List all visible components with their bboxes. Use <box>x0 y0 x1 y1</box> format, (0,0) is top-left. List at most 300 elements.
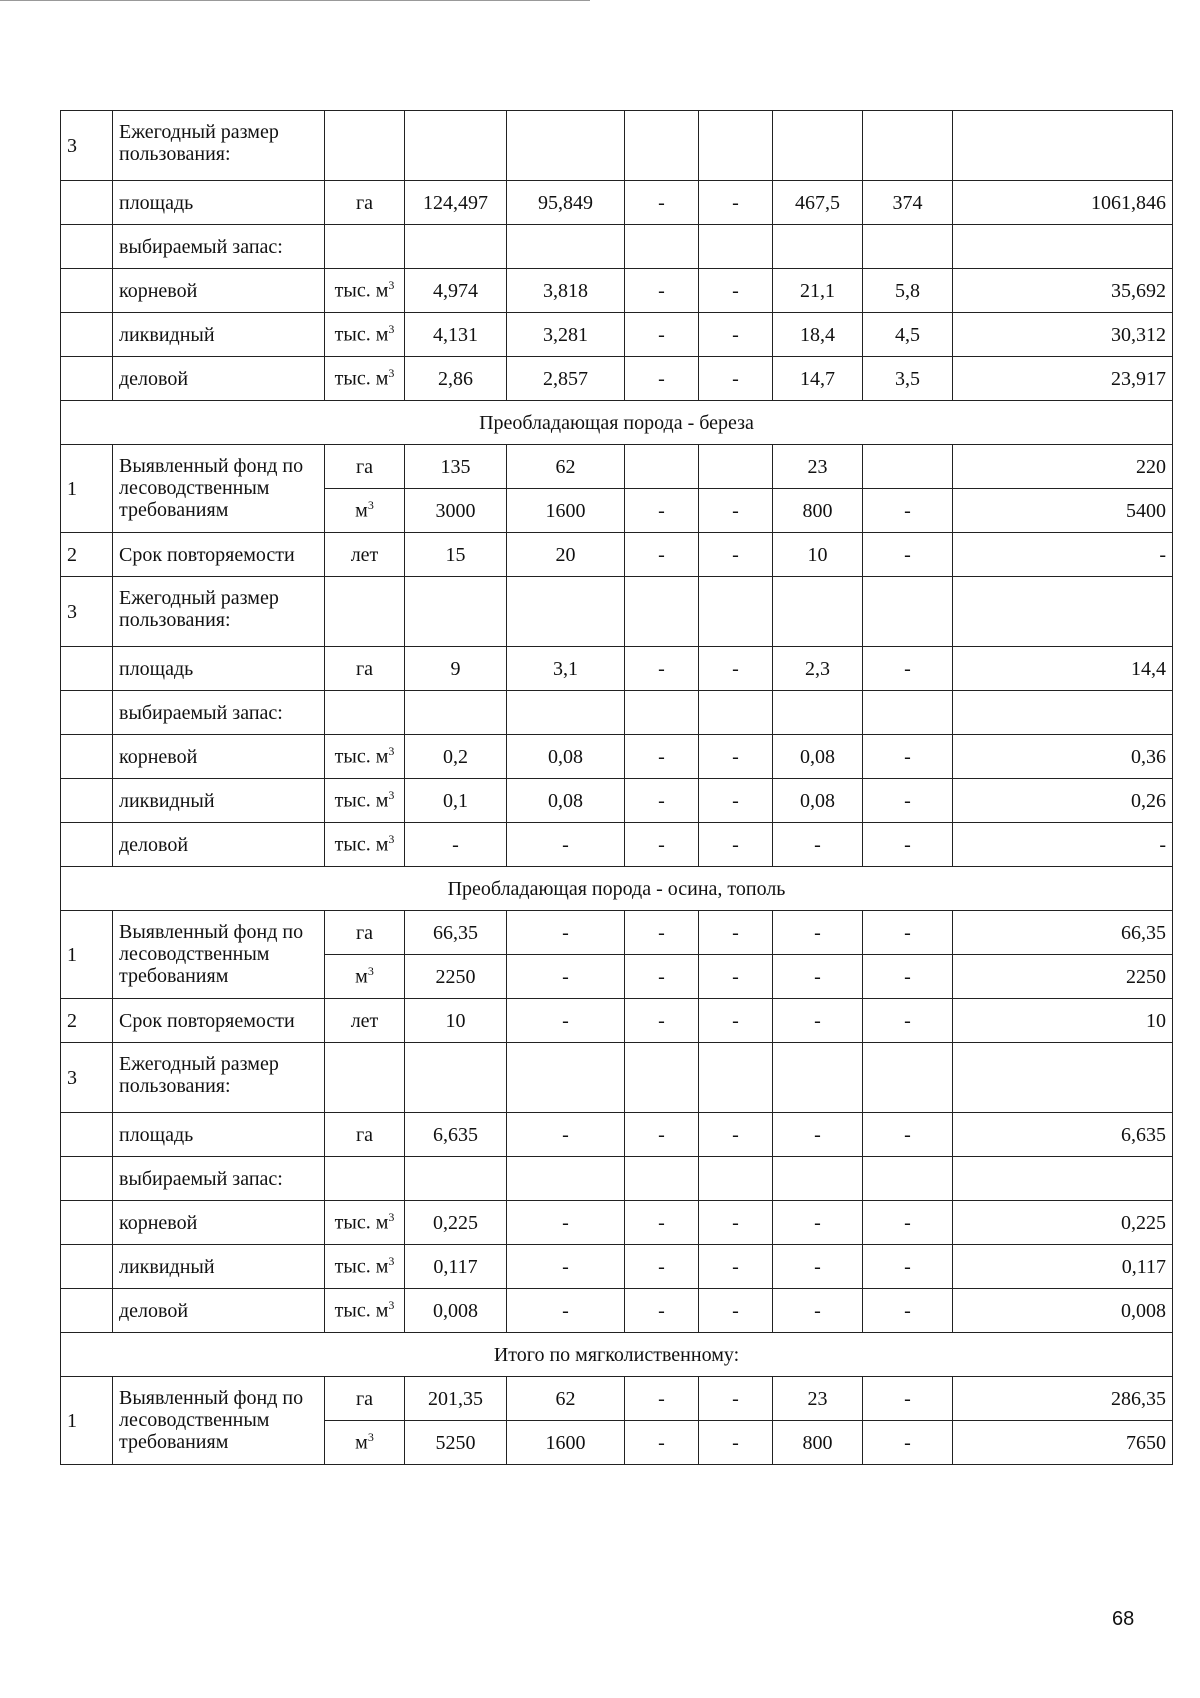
value-cell: 0,225 <box>405 1201 507 1245</box>
value-cell: - <box>773 823 863 867</box>
value-cell: - <box>625 999 699 1043</box>
row-label: Ежегодный размер пользования: <box>113 1043 325 1113</box>
value-cell: 467,5 <box>773 181 863 225</box>
empty-cell <box>699 225 773 269</box>
value-cell: - <box>863 1377 953 1421</box>
table-row <box>61 111 1173 181</box>
value-cell: 15 <box>405 533 507 577</box>
value-cell: 0,08 <box>773 735 863 779</box>
empty-cell <box>405 1157 507 1201</box>
row-label: Срок повторяемости <box>113 533 325 577</box>
table-row <box>61 577 1173 647</box>
unit-text: тыс. м <box>334 1211 389 1234</box>
section-title: Преобладающая порода - осина, тополь <box>61 867 1173 911</box>
value-cell: - <box>699 955 773 999</box>
value-cell: - <box>699 1201 773 1245</box>
total-cell: - <box>953 533 1173 577</box>
empty-cell <box>507 691 625 735</box>
value-cell: - <box>699 313 773 357</box>
unit-text: тыс. м <box>334 833 389 856</box>
row-label: Выявленный фонд по лесоводственным требованиям <box>113 1377 325 1465</box>
value-cell: - <box>863 911 953 955</box>
unit-text: тыс. м <box>334 279 389 302</box>
table-row <box>61 181 1173 225</box>
value-cell: 3,1 <box>507 647 625 691</box>
empty-cell <box>61 735 113 779</box>
table-row <box>61 1289 1173 1333</box>
row-label: Ежегодный размер пользования: <box>113 111 325 181</box>
value-cell: - <box>699 647 773 691</box>
unit-exponent: 3 <box>388 322 395 337</box>
value-cell: - <box>625 357 699 401</box>
value-cell: - <box>625 735 699 779</box>
total-cell: 30,312 <box>953 313 1173 357</box>
empty-cell <box>773 1157 863 1201</box>
empty-cell <box>625 225 699 269</box>
table-row <box>61 1113 1173 1157</box>
table-row <box>61 999 1173 1043</box>
empty-cell <box>325 111 405 181</box>
empty-cell <box>507 1157 625 1201</box>
empty-cell <box>405 225 507 269</box>
value-cell: 3,281 <box>507 313 625 357</box>
empty-cell <box>625 1043 699 1113</box>
value-cell: 3,818 <box>507 269 625 313</box>
empty-cell <box>625 577 699 647</box>
value-cell: 0,008 <box>405 1289 507 1333</box>
value-cell: 10 <box>405 999 507 1043</box>
unit-cell: га <box>325 1113 405 1157</box>
empty-cell <box>699 111 773 181</box>
empty-cell <box>325 1043 405 1113</box>
empty-cell <box>863 1157 953 1201</box>
value-cell: - <box>773 955 863 999</box>
value-cell: - <box>773 911 863 955</box>
table-row <box>61 911 1173 955</box>
value-cell: - <box>863 823 953 867</box>
value-cell: - <box>699 1113 773 1157</box>
unit-text: тыс. м <box>334 367 389 390</box>
value-cell: - <box>699 489 773 533</box>
value-cell: 0,08 <box>507 735 625 779</box>
unit-cell <box>325 1245 405 1289</box>
empty-cell <box>773 577 863 647</box>
empty-cell <box>405 111 507 181</box>
row-label: Срок повторяемости <box>113 999 325 1043</box>
row-label: площадь <box>113 647 325 691</box>
unit-cell: лет <box>325 533 405 577</box>
unit-cell <box>325 445 405 489</box>
unit-text: тыс. м <box>334 789 389 812</box>
table-row <box>61 1245 1173 1289</box>
total-cell: 0,26 <box>953 779 1173 823</box>
row-label: выбираемый запас: <box>113 225 325 269</box>
row-label: Выявленный фонд по лесоводственным требованиям <box>113 445 325 533</box>
value-cell: - <box>625 181 699 225</box>
value-cell: - <box>625 1421 699 1465</box>
value-cell: 23 <box>773 1377 863 1421</box>
row-label: деловой <box>113 1289 325 1333</box>
empty-cell <box>699 1157 773 1201</box>
empty-cell <box>625 1157 699 1201</box>
row-number: 1 <box>61 445 113 533</box>
value-cell: - <box>507 1113 625 1157</box>
row-label: ликвидный <box>113 779 325 823</box>
empty-cell <box>863 1043 953 1113</box>
empty-cell <box>325 1157 405 1201</box>
value-cell: - <box>507 1245 625 1289</box>
table-row <box>61 1157 1173 1201</box>
unit-cell: га <box>325 647 405 691</box>
unit-cell <box>325 779 405 823</box>
value-cell <box>863 445 953 489</box>
row-number: 2 <box>61 533 113 577</box>
value-cell: - <box>773 1289 863 1333</box>
value-cell <box>699 445 773 489</box>
unit-exponent: 3 <box>388 1254 395 1269</box>
value-cell: 3000 <box>405 489 507 533</box>
empty-cell <box>507 225 625 269</box>
value-cell: - <box>773 1113 863 1157</box>
value-cell: 2,857 <box>507 357 625 401</box>
value-cell: - <box>863 533 953 577</box>
table-row <box>61 533 1173 577</box>
value-cell: - <box>625 1377 699 1421</box>
total-cell: 5400 <box>953 489 1173 533</box>
unit-text: га <box>355 1387 374 1410</box>
value-cell: - <box>699 181 773 225</box>
empty-cell <box>61 313 113 357</box>
value-cell: - <box>507 1289 625 1333</box>
empty-cell <box>61 269 113 313</box>
empty-cell <box>773 1043 863 1113</box>
value-cell: - <box>625 489 699 533</box>
table-row <box>61 1201 1173 1245</box>
value-cell: - <box>699 1377 773 1421</box>
empty-cell <box>953 111 1173 181</box>
value-cell: - <box>863 1113 953 1157</box>
row-label: Выявленный фонд по лесоводственным требованиям <box>113 911 325 999</box>
value-cell: 4,5 <box>863 313 953 357</box>
unit-exponent: 3 <box>367 964 374 979</box>
empty-cell <box>325 225 405 269</box>
unit-text: тыс. м <box>334 323 389 346</box>
value-cell: - <box>625 269 699 313</box>
value-cell: - <box>405 823 507 867</box>
row-label: площадь <box>113 1113 325 1157</box>
value-cell: 0,08 <box>507 779 625 823</box>
value-cell: 14,7 <box>773 357 863 401</box>
value-cell: 800 <box>773 489 863 533</box>
unit-exponent: 3 <box>388 788 395 803</box>
value-cell: - <box>625 955 699 999</box>
value-cell: - <box>773 1201 863 1245</box>
value-cell: 5,8 <box>863 269 953 313</box>
unit-text: тыс. м <box>334 1299 389 1322</box>
value-cell: 23 <box>773 445 863 489</box>
value-cell: 3,5 <box>863 357 953 401</box>
value-cell: 201,35 <box>405 1377 507 1421</box>
top-edge-rule <box>0 0 590 1</box>
empty-cell <box>325 577 405 647</box>
value-cell: - <box>863 955 953 999</box>
total-cell: 35,692 <box>953 269 1173 313</box>
value-cell: - <box>699 823 773 867</box>
row-label: корневой <box>113 735 325 779</box>
unit-cell <box>325 357 405 401</box>
empty-cell <box>61 357 113 401</box>
total-cell: 0,225 <box>953 1201 1173 1245</box>
table-row <box>61 1377 1173 1421</box>
total-cell: 23,917 <box>953 357 1173 401</box>
empty-cell <box>773 111 863 181</box>
row-label: ликвидный <box>113 313 325 357</box>
unit-text: тыс. м <box>334 1255 389 1278</box>
value-cell: - <box>699 911 773 955</box>
row-label: площадь <box>113 181 325 225</box>
value-cell: - <box>507 999 625 1043</box>
table-row <box>61 357 1173 401</box>
value-cell: 374 <box>863 181 953 225</box>
value-cell: 0,1 <box>405 779 507 823</box>
unit-cell <box>325 1421 405 1465</box>
unit-cell <box>325 1377 405 1421</box>
total-cell: 0,008 <box>953 1289 1173 1333</box>
unit-cell <box>325 823 405 867</box>
table-row <box>61 867 1173 911</box>
empty-cell <box>863 577 953 647</box>
unit-exponent: 3 <box>388 1298 395 1313</box>
value-cell: 62 <box>507 445 625 489</box>
total-cell: 2250 <box>953 955 1173 999</box>
table-row <box>61 401 1173 445</box>
value-cell: - <box>773 999 863 1043</box>
value-cell: 4,974 <box>405 269 507 313</box>
table-row <box>61 445 1173 489</box>
value-cell: - <box>625 533 699 577</box>
row-label: корневой <box>113 1201 325 1245</box>
empty-cell <box>61 1245 113 1289</box>
unit-text: га <box>355 455 374 478</box>
value-cell: 135 <box>405 445 507 489</box>
table-row <box>61 225 1173 269</box>
unit-exponent: 3 <box>367 1430 374 1445</box>
total-cell: 286,35 <box>953 1377 1173 1421</box>
value-cell: - <box>863 999 953 1043</box>
value-cell: - <box>625 1113 699 1157</box>
value-cell: - <box>507 955 625 999</box>
unit-exponent: 3 <box>388 1210 395 1225</box>
row-number: 3 <box>61 111 113 181</box>
empty-cell <box>61 1201 113 1245</box>
forest-use-table <box>60 110 1173 1465</box>
value-cell: 66,35 <box>405 911 507 955</box>
value-cell: - <box>625 779 699 823</box>
table-row <box>61 691 1173 735</box>
unit-exponent: 3 <box>388 366 395 381</box>
value-cell: - <box>625 647 699 691</box>
empty-cell <box>405 1043 507 1113</box>
unit-text: м <box>355 965 368 988</box>
value-cell: - <box>863 489 953 533</box>
value-cell: - <box>625 911 699 955</box>
empty-cell <box>953 1157 1173 1201</box>
value-cell: - <box>507 911 625 955</box>
unit-cell <box>325 269 405 313</box>
total-cell: 220 <box>953 445 1173 489</box>
unit-cell: га <box>325 181 405 225</box>
empty-cell <box>405 691 507 735</box>
empty-cell <box>953 1043 1173 1113</box>
empty-cell <box>953 225 1173 269</box>
table-body <box>61 111 1173 1465</box>
value-cell: 20 <box>507 533 625 577</box>
row-number: 1 <box>61 1377 113 1465</box>
total-cell: 14,4 <box>953 647 1173 691</box>
unit-text: га <box>355 921 374 944</box>
unit-exponent: 3 <box>388 278 395 293</box>
table-row <box>61 269 1173 313</box>
row-number: 1 <box>61 911 113 999</box>
empty-cell <box>61 691 113 735</box>
value-cell: - <box>625 313 699 357</box>
total-cell: 0,117 <box>953 1245 1173 1289</box>
row-label: деловой <box>113 357 325 401</box>
value-cell: - <box>699 269 773 313</box>
value-cell: 1600 <box>507 489 625 533</box>
value-cell: - <box>863 779 953 823</box>
empty-cell <box>507 111 625 181</box>
empty-cell <box>61 1113 113 1157</box>
row-label: выбираемый запас: <box>113 691 325 735</box>
total-cell: 6,635 <box>953 1113 1173 1157</box>
value-cell: - <box>699 999 773 1043</box>
unit-text: тыс. м <box>334 745 389 768</box>
empty-cell <box>405 577 507 647</box>
row-label: выбираемый запас: <box>113 1157 325 1201</box>
value-cell: - <box>625 1245 699 1289</box>
value-cell: - <box>699 357 773 401</box>
total-cell: 0,36 <box>953 735 1173 779</box>
empty-cell <box>61 1289 113 1333</box>
value-cell <box>625 445 699 489</box>
row-number: 2 <box>61 999 113 1043</box>
empty-cell <box>863 691 953 735</box>
unit-cell <box>325 313 405 357</box>
table-row <box>61 313 1173 357</box>
empty-cell <box>773 691 863 735</box>
table-row <box>61 735 1173 779</box>
unit-cell <box>325 955 405 999</box>
total-cell: 1061,846 <box>953 181 1173 225</box>
empty-cell <box>625 691 699 735</box>
table-row <box>61 1043 1173 1113</box>
value-cell: - <box>699 735 773 779</box>
row-number: 3 <box>61 577 113 647</box>
empty-cell <box>507 577 625 647</box>
value-cell: 124,497 <box>405 181 507 225</box>
value-cell: 10 <box>773 533 863 577</box>
total-cell: - <box>953 823 1173 867</box>
unit-cell <box>325 1289 405 1333</box>
value-cell: - <box>699 1421 773 1465</box>
value-cell: 2,86 <box>405 357 507 401</box>
total-cell: 66,35 <box>953 911 1173 955</box>
value-cell: - <box>863 1201 953 1245</box>
value-cell: - <box>625 823 699 867</box>
value-cell: 4,131 <box>405 313 507 357</box>
value-cell: 9 <box>405 647 507 691</box>
total-cell: 7650 <box>953 1421 1173 1465</box>
unit-text: м <box>355 1431 368 1454</box>
value-cell: 95,849 <box>507 181 625 225</box>
empty-cell <box>699 1043 773 1113</box>
value-cell: 62 <box>507 1377 625 1421</box>
unit-exponent: 3 <box>367 498 374 513</box>
unit-cell <box>325 735 405 779</box>
value-cell: - <box>699 779 773 823</box>
unit-exponent: 3 <box>388 744 395 759</box>
value-cell: 21,1 <box>773 269 863 313</box>
value-cell: - <box>863 1421 953 1465</box>
empty-cell <box>61 779 113 823</box>
value-cell: - <box>863 1245 953 1289</box>
value-cell: 0,08 <box>773 779 863 823</box>
value-cell: 0,2 <box>405 735 507 779</box>
section-title: Преобладающая порода - береза <box>61 401 1173 445</box>
empty-cell <box>325 691 405 735</box>
row-label: Ежегодный размер пользования: <box>113 577 325 647</box>
row-label: ликвидный <box>113 1245 325 1289</box>
section-title: Итого по мягколиственному: <box>61 1333 1173 1377</box>
empty-cell <box>699 577 773 647</box>
value-cell: - <box>507 823 625 867</box>
value-cell: - <box>699 533 773 577</box>
empty-cell <box>953 577 1173 647</box>
value-cell: - <box>699 1289 773 1333</box>
total-cell: 10 <box>953 999 1173 1043</box>
empty-cell <box>61 1157 113 1201</box>
value-cell: - <box>699 1245 773 1289</box>
value-cell: 2250 <box>405 955 507 999</box>
empty-cell <box>61 225 113 269</box>
table-row <box>61 1333 1173 1377</box>
empty-cell <box>61 647 113 691</box>
value-cell: 0,117 <box>405 1245 507 1289</box>
value-cell: - <box>625 1201 699 1245</box>
value-cell: - <box>773 1245 863 1289</box>
empty-cell <box>507 1043 625 1113</box>
value-cell: 5250 <box>405 1421 507 1465</box>
unit-exponent: 3 <box>388 832 395 847</box>
page-number: 68 <box>1112 1608 1135 1630</box>
table-row <box>61 779 1173 823</box>
value-cell: - <box>863 1289 953 1333</box>
empty-cell <box>61 181 113 225</box>
empty-cell <box>953 691 1173 735</box>
empty-cell <box>863 111 953 181</box>
table-row <box>61 647 1173 691</box>
empty-cell <box>773 225 863 269</box>
empty-cell <box>699 691 773 735</box>
value-cell: 1600 <box>507 1421 625 1465</box>
row-label: корневой <box>113 269 325 313</box>
unit-cell <box>325 489 405 533</box>
empty-cell <box>863 225 953 269</box>
unit-cell <box>325 911 405 955</box>
empty-cell <box>625 111 699 181</box>
empty-cell <box>61 823 113 867</box>
